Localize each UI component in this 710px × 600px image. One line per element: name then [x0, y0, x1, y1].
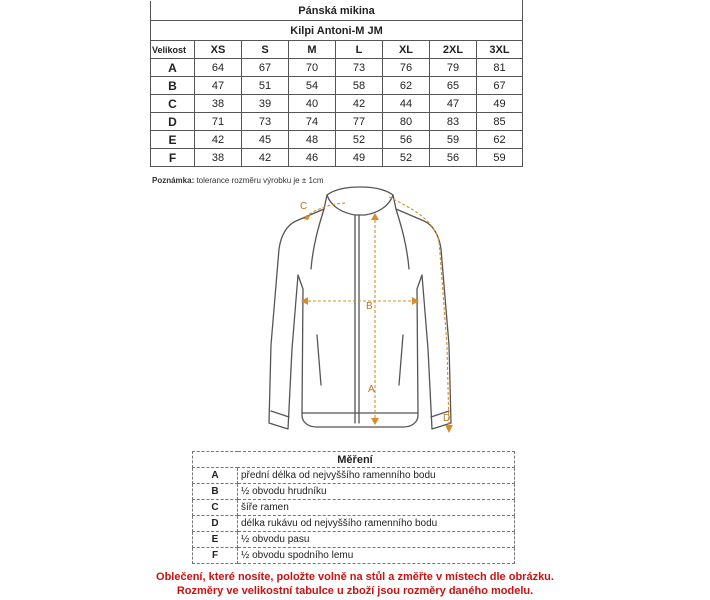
table-cell: 58: [336, 77, 383, 95]
row-label: B: [151, 77, 195, 95]
legend-code: C: [193, 500, 238, 516]
arrow-d-bottom: [445, 425, 453, 433]
note-text: tolerance rozměru výrobku je ± 1cm: [194, 176, 324, 185]
table-row: [151, 113, 523, 131]
table-cell: 52: [336, 131, 383, 149]
jacket-hem: [271, 411, 449, 417]
size-table: [150, 0, 523, 167]
table-title: Pánská mikina: [151, 1, 523, 21]
jacket-zipper: [355, 215, 359, 423]
jacket-outline: [269, 187, 451, 429]
table-cell: 44: [383, 95, 430, 113]
table-row: [151, 131, 523, 149]
table-cell: 47: [430, 95, 477, 113]
legend-code: A: [193, 468, 238, 484]
legend-text: ½ obvodu pasu: [238, 532, 515, 548]
tolerance-note: [152, 176, 324, 185]
table-cell: 46: [289, 149, 336, 167]
table-row: [151, 95, 523, 113]
table-row: [151, 149, 523, 167]
table-cell: 51: [242, 77, 289, 95]
table-cell: 47: [195, 77, 242, 95]
legend-text: délka rukávu od nejvyššího ramenního bodu: [238, 516, 515, 532]
footer-instruction: Oblečení, které nosíte, položte volně na stůl a změřte v místech dle obrázku.: [156, 571, 554, 583]
table-cell: 80: [383, 113, 430, 131]
jacket-pocket: [317, 335, 403, 385]
table-cell: 73: [336, 59, 383, 77]
label-c: C: [300, 201, 308, 212]
table-cell: 73: [242, 113, 289, 131]
footer-disclaimer: Rozměry ve velikostní tabulce u zboží jsou rozměry daného modelu.: [176, 585, 534, 597]
table-cell: 65: [430, 77, 477, 95]
table-cell: 49: [477, 95, 523, 113]
table-cell: 81: [477, 59, 523, 77]
jacket-seam: [311, 209, 409, 269]
legend-text: ½ obvodu hrudníku: [238, 484, 515, 500]
row-label: D: [151, 113, 195, 131]
size-header-cell: M: [289, 41, 336, 59]
arrow-b-left: [301, 297, 308, 305]
table-cell: 40: [289, 95, 336, 113]
size-header-row: [151, 41, 523, 59]
table-cell: 74: [289, 113, 336, 131]
legend-code: E: [193, 532, 238, 548]
table-cell: 85: [477, 113, 523, 131]
note-label: Poznámka:: [152, 176, 195, 185]
table-cell: 56: [430, 149, 477, 167]
size-header-cell: 3XL: [477, 41, 523, 59]
row-label: A: [151, 59, 195, 77]
arrow-b-right: [412, 297, 419, 305]
legend-row: [193, 548, 515, 564]
table-cell: 52: [383, 149, 430, 167]
table-row: [151, 77, 523, 95]
legend-code: B: [193, 484, 238, 500]
size-header-cell: L: [336, 41, 383, 59]
row-label: F: [151, 149, 195, 167]
table-cell: 67: [242, 59, 289, 77]
table-cell: 62: [383, 77, 430, 95]
legend-code: D: [193, 516, 238, 532]
size-header-cell: XL: [383, 41, 430, 59]
table-cell: 59: [430, 131, 477, 149]
table-cell: 70: [289, 59, 336, 77]
measure-line-d: [389, 197, 449, 429]
table-cell: 62: [477, 131, 523, 149]
table-cell: 77: [336, 113, 383, 131]
table-cell: 59: [477, 149, 523, 167]
table-cell: 64: [195, 59, 242, 77]
legend-code: F: [193, 548, 238, 564]
table-cell: 71: [195, 113, 242, 131]
jacket-collar: [327, 195, 393, 215]
legend-text: přední délka od nejvyššího ramenního bodu: [238, 468, 515, 484]
legend-row: [193, 484, 515, 500]
table-cell: 56: [383, 131, 430, 149]
table-cell: 42: [195, 131, 242, 149]
table-cell: 54: [289, 77, 336, 95]
table-row: [151, 59, 523, 77]
table-subtitle: Kilpi Antoni-M JM: [151, 21, 523, 41]
row-label: C: [151, 95, 195, 113]
table-cell: 42: [336, 95, 383, 113]
table-cell: 67: [477, 77, 523, 95]
legend-text: ½ obvodu spodního lemu: [238, 548, 515, 564]
table-cell: 38: [195, 95, 242, 113]
label-a: A: [368, 384, 375, 395]
jacket-diagram: [255, 185, 465, 455]
table-cell: 38: [195, 149, 242, 167]
table-cell: 42: [242, 149, 289, 167]
table-cell: 45: [242, 131, 289, 149]
table-cell: 39: [242, 95, 289, 113]
label-d: D: [443, 413, 451, 424]
size-corner-label: Velikost: [151, 41, 195, 59]
legend-row: [193, 468, 515, 484]
legend-title: Měření: [193, 452, 515, 468]
size-header-cell: XS: [195, 41, 242, 59]
label-b: B: [366, 301, 373, 312]
table-cell: 49: [336, 149, 383, 167]
legend-row: [193, 532, 515, 548]
row-label: E: [151, 131, 195, 149]
table-cell: 79: [430, 59, 477, 77]
table-cell: 83: [430, 113, 477, 131]
legend-row: [193, 516, 515, 532]
arrow-a-bottom: [371, 418, 379, 425]
measurement-legend: [192, 451, 515, 564]
size-header-cell: 2XL: [430, 41, 477, 59]
legend-text: šíře ramen: [238, 500, 515, 516]
table-cell: 48: [289, 131, 336, 149]
table-cell: 76: [383, 59, 430, 77]
arrow-a-top: [371, 213, 379, 220]
legend-row: [193, 500, 515, 516]
size-header-cell: S: [242, 41, 289, 59]
